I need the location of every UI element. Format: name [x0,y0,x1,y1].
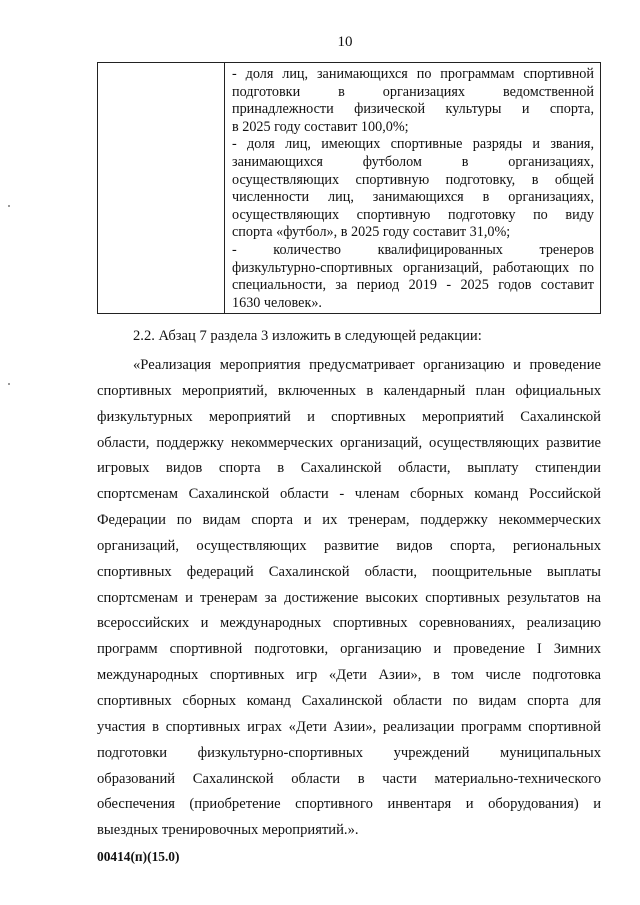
table-text-line: - доля лиц, имеющих спортивные разряды и звания, [232,136,594,153]
table-text-line: физкультурно-спортивных организаций, работающих по [232,259,594,276]
body-text-line: международных спортивных игр «Дети Азии», в том числе подготовка [97,667,601,684]
body-text-line: Федерации по видам спорта и их тренерам, поддержку некоммерческих [97,512,601,529]
body-text-line: спортивных федераций Сахалинской области, поощрительные выплаты [97,563,601,580]
table-text-line: специальности, за период 2019 - 2025 годов составит [232,277,594,294]
table-text-line: занимающихся футболом в организациях, [232,153,594,170]
table-text-line: спорта «футбол», в 2025 году составит 31,0%; [232,224,511,241]
table-right-cell [232,66,594,312]
table-text-line: - количество квалифицированных тренеров [232,241,594,258]
body-text-line: игровых видов спорта в Сахалинской области, выплату стипендии [97,460,601,477]
document-code: 00414(п)(15.0) [97,849,180,864]
table-text-line: осуществляющих спортивную подготовку по виду [232,206,594,223]
page-number: 10 [337,34,353,50]
body-text-line: области, поддержку некоммерческих организаций, осуществляющих развитие [97,434,601,451]
body-text-line: подготовки физкультурно-спортивных учреждений муниципальных [97,744,601,761]
body-text-line: выездных тренировочных мероприятий.». [97,822,359,839]
table-text-line: численности лиц, занимающихся в организациях, [232,189,594,206]
scan-margin-mark [8,383,10,385]
body-text-line: обеспечения (приобретение спортивного инвентаря и оборудования) и [97,796,601,813]
table-text-line: подготовки в организациях ведомственной [232,83,594,100]
body-text-line: физкультурных мероприятий и спортивных мероприятий Сахалинской [97,408,601,425]
table-text-line: в 2025 году составит 100,0%; [232,118,409,135]
body-text-line: образований Сахалинской области в части материально-технического [97,770,601,787]
body-text-line: спортсменам и тренерам за достижение высоких спортивных результатов на [97,589,601,606]
indicator-table [97,62,601,314]
table-left-cell [98,63,225,313]
body-text-line: спортивных мероприятий, включенных в календарный план официальных [97,382,601,399]
body-text-line: всероссийских и международных спортивных соревнованиях, реализацию [97,615,601,632]
body-paragraph [97,353,601,844]
table-text-line: 1630 человек». [232,294,322,311]
section-intro: 2.2. Абзац 7 раздела 3 изложить в следующей редакции: [133,328,482,344]
table-text-line: принадлежности физической культуры и спорта, [232,101,594,118]
body-text-line: спортивных сборных команд Сахалинской области по видам спорта для [97,692,601,709]
body-text-line: программ спортивной подготовки, организацию и проведение I Зимних [97,641,601,658]
body-text-line: участия в спортивных играх «Дети Азии», реализации программ спортивной [97,718,601,735]
body-text-line: организаций, осуществляющих развитие видов спорта, региональных [97,537,601,554]
table-text-line: - доля лиц, занимающихся по программам спортивной [232,66,594,82]
table-text-line: осуществляющих спортивную подготовку, в общей [232,171,594,188]
scan-margin-mark [8,205,10,207]
body-text-line: спортсменам Сахалинской области - членам сборных команд Российской [97,486,601,503]
body-text-line: «Реализация мероприятия предусматривает организацию и проведение [133,357,601,373]
